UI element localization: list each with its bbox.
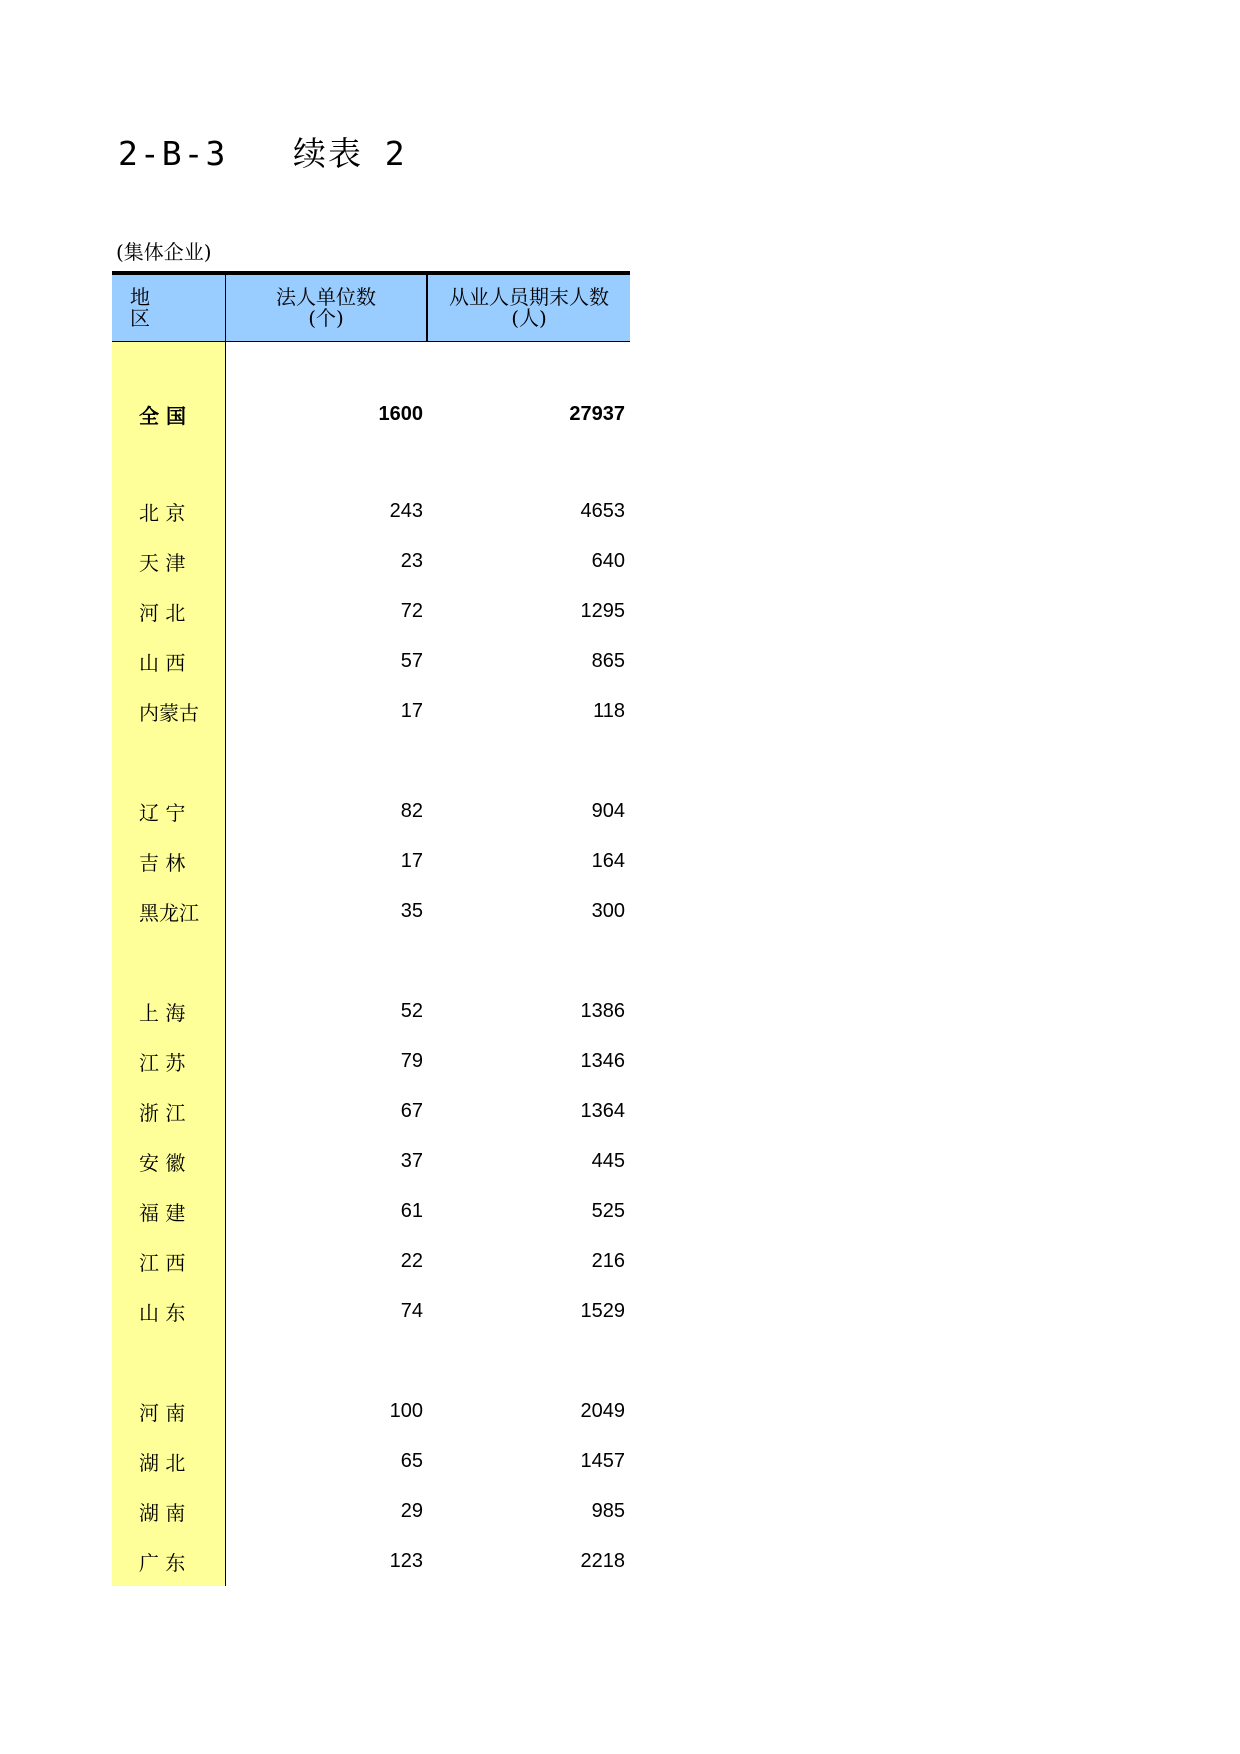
table-body bbox=[112, 342, 630, 1586]
spacer-row bbox=[112, 736, 630, 786]
table-row bbox=[112, 1186, 630, 1236]
table-row bbox=[112, 1286, 630, 1336]
document-subtitle: (集体企业) bbox=[116, 240, 212, 264]
region-cell: 黑龙江 bbox=[139, 900, 199, 925]
table-header bbox=[112, 271, 630, 342]
employees-cell: 525 bbox=[591, 1199, 625, 1222]
employees-cell: 216 bbox=[591, 1249, 625, 1272]
employees-cell: 2049 bbox=[580, 1399, 625, 1422]
units-cell: 29 bbox=[400, 1499, 423, 1522]
table-row bbox=[112, 986, 630, 1036]
region-cell: 北 京 bbox=[139, 500, 186, 525]
region-cell: 湖 南 bbox=[139, 1500, 186, 1525]
units-cell: 82 bbox=[400, 799, 423, 822]
region-cell: 天 津 bbox=[139, 550, 186, 575]
units-cell: 74 bbox=[400, 1299, 423, 1322]
employees-cell: 1364 bbox=[580, 1099, 625, 1122]
units-cell: 17 bbox=[400, 849, 423, 872]
header-employees-label: 从业人员期末人数 bbox=[449, 285, 609, 309]
table-row bbox=[112, 1386, 630, 1436]
region-cell: 江 西 bbox=[139, 1250, 186, 1275]
table-row bbox=[112, 886, 630, 936]
units-cell: 79 bbox=[400, 1049, 423, 1072]
units-cell: 243 bbox=[389, 499, 423, 522]
units-cell: 17 bbox=[400, 699, 423, 722]
table-row bbox=[112, 1536, 630, 1586]
employees-cell: 164 bbox=[591, 849, 625, 872]
spacer-row bbox=[112, 442, 630, 486]
employees-cell: 1386 bbox=[580, 999, 625, 1022]
spacer-row bbox=[112, 342, 630, 386]
region-cell: 江 苏 bbox=[139, 1050, 186, 1075]
region-cell: 吉 林 bbox=[139, 850, 186, 875]
header-employees-unit: (人) bbox=[511, 306, 547, 330]
units-cell: 37 bbox=[400, 1149, 423, 1172]
employees-cell: 118 bbox=[593, 699, 625, 722]
total-units: 1600 bbox=[378, 402, 423, 425]
employees-cell: 4653 bbox=[580, 499, 625, 522]
table-row bbox=[112, 686, 630, 736]
units-cell: 100 bbox=[389, 1399, 423, 1422]
region-cell: 安 徽 bbox=[139, 1150, 186, 1175]
employees-cell: 1346 bbox=[580, 1049, 625, 1072]
region-cell: 广 东 bbox=[139, 1550, 186, 1575]
header-units-unit: (个) bbox=[308, 306, 344, 330]
units-cell: 57 bbox=[400, 649, 423, 672]
header-region: 地 区 bbox=[112, 275, 226, 341]
table-row bbox=[112, 1486, 630, 1536]
units-cell: 23 bbox=[400, 549, 423, 572]
header-units bbox=[226, 275, 428, 341]
table-row bbox=[112, 1136, 630, 1186]
region-cell: 内蒙古 bbox=[139, 700, 199, 725]
table-row bbox=[112, 1036, 630, 1086]
units-cell: 61 bbox=[400, 1199, 423, 1222]
table-row bbox=[112, 1086, 630, 1136]
region-cell: 浙 江 bbox=[139, 1100, 186, 1125]
table-row bbox=[112, 636, 630, 686]
units-cell: 52 bbox=[400, 999, 423, 1022]
employees-cell: 2218 bbox=[580, 1549, 625, 1572]
table-row bbox=[112, 1436, 630, 1486]
header-employees bbox=[428, 275, 630, 341]
table-row bbox=[112, 786, 630, 836]
employees-cell: 445 bbox=[591, 1149, 625, 1172]
units-cell: 22 bbox=[400, 1249, 423, 1272]
spacer-row bbox=[112, 1336, 630, 1386]
header-units-label: 法人单位数 bbox=[276, 285, 376, 309]
employees-cell: 640 bbox=[591, 549, 625, 572]
region-cell: 辽 宁 bbox=[139, 800, 186, 825]
region-cell: 福 建 bbox=[139, 1200, 186, 1225]
table-row bbox=[112, 586, 630, 636]
region-cell: 湖 北 bbox=[139, 1450, 186, 1475]
employees-cell: 985 bbox=[591, 1499, 625, 1522]
spacer-row bbox=[112, 936, 630, 986]
total-row bbox=[112, 386, 630, 442]
region-cell: 上 海 bbox=[139, 1000, 186, 1025]
region-cell: 山 东 bbox=[139, 1300, 186, 1325]
units-cell: 35 bbox=[400, 899, 423, 922]
employees-cell: 1529 bbox=[580, 1299, 625, 1322]
employees-cell: 300 bbox=[591, 899, 625, 922]
total-employees: 27937 bbox=[569, 402, 625, 425]
units-cell: 72 bbox=[400, 599, 423, 622]
employees-cell: 1457 bbox=[580, 1449, 625, 1472]
statistics-table bbox=[112, 271, 630, 1586]
table-row bbox=[112, 486, 630, 536]
total-region: 全 国 bbox=[139, 403, 186, 428]
region-cell: 山 西 bbox=[139, 650, 186, 675]
document-title: 2-B-3 续表 2 bbox=[118, 134, 407, 173]
table-row bbox=[112, 836, 630, 886]
region-cell: 河 南 bbox=[139, 1400, 186, 1425]
table-row bbox=[112, 1236, 630, 1286]
units-cell: 65 bbox=[400, 1449, 423, 1472]
employees-cell: 865 bbox=[591, 649, 625, 672]
units-cell: 123 bbox=[389, 1549, 423, 1572]
employees-cell: 1295 bbox=[580, 599, 625, 622]
employees-cell: 904 bbox=[591, 799, 625, 822]
table-row bbox=[112, 536, 630, 586]
units-cell: 67 bbox=[400, 1099, 423, 1122]
region-cell: 河 北 bbox=[139, 600, 186, 625]
